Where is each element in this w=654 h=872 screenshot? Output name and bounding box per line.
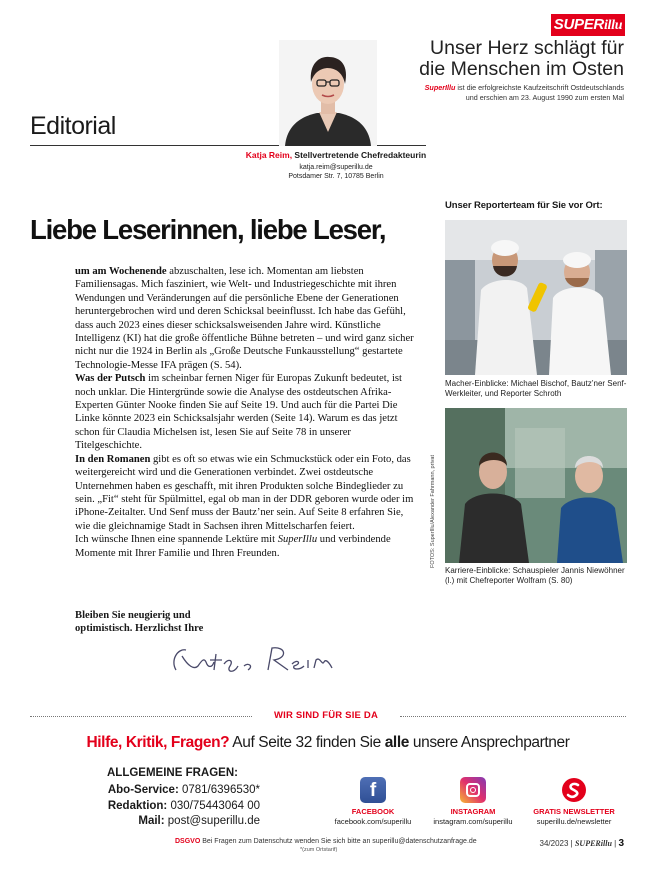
reporter-team-title: Unser Reporterteam für Sie vor Ort: — [445, 200, 603, 211]
dsgvo-note — [175, 838, 477, 845]
facebook-url[interactable]: facebook.com/superillu — [334, 817, 412, 826]
instagram-url[interactable]: instagram.com/superillu — [433, 817, 513, 826]
issue-number: 34/2023 — [539, 839, 569, 848]
service-rule-left — [30, 716, 252, 717]
footer-separator: | — [614, 839, 619, 848]
closing — [75, 609, 275, 636]
instagram-icon[interactable] — [460, 777, 486, 803]
page-number: 3 — [618, 838, 624, 849]
redaktion-phone[interactable]: 030/75443064 00 — [167, 799, 260, 812]
closing-line-1: Bleiben Sie neugierig und — [75, 610, 191, 621]
logo-illu: illu — [603, 18, 623, 33]
reporter-photo-senf — [445, 220, 627, 375]
help-question: Hilfe, Kritik, Fragen? — [86, 734, 230, 751]
social-facebook[interactable] — [323, 777, 423, 827]
reporter-caption-2: Karriere-Einblicke: Schauspieler Jannis Niewöhner (l.) mit Chefreporter Wolfram (S. 80) — [445, 566, 625, 585]
help-text-bold: alle — [384, 734, 409, 751]
slogan-line-2: die Menschen im Osten — [419, 58, 624, 80]
author-email[interactable]: katja.reim@superillu.de — [299, 164, 373, 171]
logo-super: SUPER — [553, 16, 604, 33]
paragraph-text: abzuschalten, lese ich. Momentan am liebsten Familiensagas. Mich fasziniert, wie Welt- und Industriegeschichte mit ihren Wendungen und Veränderungen auf die persönliche Ebene der Generationen heruntergebrochen wird und deren Schicksal beeinflusst. Ich habe das Gefühl, dass auch 2023 eines dieser schicksalsweisenden Jahre wird. Künstliche Intelligenz (KI) hat die große öffentliche Bühne betreten – und wird ganz sicher nicht nur die 1924 in Berlin als „Große Deutsche Funkausstellung“ gestartete Technologie-Messe IFA prägen (S. 54). — [75, 266, 414, 371]
reporter-photo-schauspieler — [445, 408, 627, 563]
social-newsletter[interactable] — [524, 777, 624, 827]
paragraph-tail: und verbindende Momente mit Ihrer Familie und Ihren Freunden. — [75, 534, 391, 559]
slogan — [364, 38, 624, 80]
author-address: Potsdamer Str. 7, 10785 Berlin — [288, 173, 384, 180]
abo-service-line — [30, 783, 260, 799]
help-text-2: unsere Ansprechpartner — [408, 734, 570, 751]
footer-separator: | — [570, 839, 575, 848]
paragraph-lead: In den Romanen — [75, 453, 151, 465]
service-label: WIR SIND FÜR SIE DA — [273, 710, 379, 721]
facebook-icon[interactable]: f — [360, 777, 386, 803]
social-instagram[interactable] — [423, 777, 523, 827]
slogan-brand: SuperIllu — [424, 83, 456, 92]
mail-label: Mail: — [138, 815, 165, 827]
tariff-note: *(zum Ortstarif) — [300, 847, 338, 853]
footer-brand: SUPERillu — [574, 839, 612, 848]
author-portrait — [279, 40, 377, 146]
dsgvo-label: DSGVO — [175, 838, 201, 845]
newsletter-label: GRATIS NEWSLETTER — [533, 807, 615, 816]
reporter-caption-1: Macher-Einblicke: Michael Bischof, Bautz’ner Senf-Werkleiter, und Reporter Schroth — [445, 379, 627, 398]
author-role: Stellvertretende Chefredakteurin — [292, 150, 427, 160]
editorial-body — [75, 265, 420, 560]
author-name: Katja Reim, — [245, 150, 293, 160]
paragraph-text: im scheinbar fernen Niger für Europas Zukunft bedeutet, ist noch unklar. Die Hintergründe sowie die Analyse des ostdeutschen Afrika-Experten Günter Nooke finden Sie auf Seite 19. Und auch für die Partei Die Linke könnte 2023 ein Schicksalsjahr werden (Seite 14). Warum es das jetzt schon für Claudia Michelsen ist, lesen Sie auf Seite 78 in unserer Titelgeschichte. — [75, 373, 402, 452]
slogan-sub-line-2: und erschien am 23. August 1990 zum ersten Mal — [465, 92, 624, 102]
paragraph-text: gibt es oft so etwas wie ein Schmuckstück oder ein Foto, das weitergereicht wird und die Generationen verbindet. Zwei ostdeutsche Unternehmen haben es geschafft, mit ihren Produkten solche Bindeglieder zu sein. „Fit“ steht für Spülmittel, egal ob man in der DDR geboren wurde oder im iPhone-Zeitalter. Und Senf muss der Bautz’ner sein. Auf Seite 8 erfahren Sie, wie die gleichnamige Stadt in Sachsen ihren Mittelscharfen feiert. — [75, 453, 414, 532]
slogan-subtitle — [364, 83, 624, 102]
instagram-label: INSTAGRAM — [450, 807, 496, 816]
abo-phone[interactable]: 0781/6396530* — [178, 784, 260, 796]
paragraph — [75, 372, 420, 452]
general-contacts — [30, 783, 260, 830]
newsletter-url[interactable]: superillu.de/newsletter — [536, 817, 612, 826]
redaktion-label: Redaktion: — [107, 799, 168, 812]
department-title: Editorial — [30, 112, 116, 140]
paragraph-lead: Was der Putsch — [75, 373, 146, 385]
paragraph — [75, 453, 420, 533]
superillu-logo — [551, 14, 625, 36]
photo-credit: FOTOS: SuperIllu/Alexander Fahrmann, privat — [430, 454, 436, 568]
paragraph-lead: um am Wochenende — [75, 266, 167, 277]
paragraph — [75, 265, 420, 372]
facebook-label: FACEBOOK — [351, 807, 395, 816]
mail-line — [30, 814, 260, 830]
signature — [168, 636, 338, 682]
slogan-sub-line-1: ist die erfolgreichste Kaufzeitschrift Ostdeutschlands — [455, 83, 624, 92]
help-banner — [30, 734, 626, 752]
help-text-1: Auf Seite 32 finden Sie — [229, 734, 385, 751]
paragraph-emphasis: SuperIllu — [277, 534, 318, 546]
dsgvo-text: Bei Fragen zum Datenschutz wenden Sie sich bitte an superillu@datenschutzanfrage.de — [200, 838, 477, 845]
author-byline — [214, 150, 458, 161]
headline: Liebe Leserinnen, liebe Leser, — [30, 214, 386, 245]
general-questions-title: ALLGEMEINE FRAGEN: — [107, 767, 238, 779]
paragraph-text: Ich wünsche Ihnen eine spannende Lektüre mit — [75, 534, 278, 546]
closing-line-2: optimistisch. Herzlichst Ihre — [75, 623, 204, 635]
page-footer — [540, 838, 624, 849]
abo-label: Abo-Service: — [107, 784, 179, 796]
redaktion-line — [30, 799, 260, 815]
newsletter-icon[interactable] — [561, 777, 587, 803]
slogan-line-1: Unser Herz schlägt für — [430, 37, 624, 59]
paragraph — [75, 533, 420, 560]
service-rule-right — [400, 716, 626, 717]
mail-address[interactable]: post@superillu.de — [164, 815, 260, 827]
